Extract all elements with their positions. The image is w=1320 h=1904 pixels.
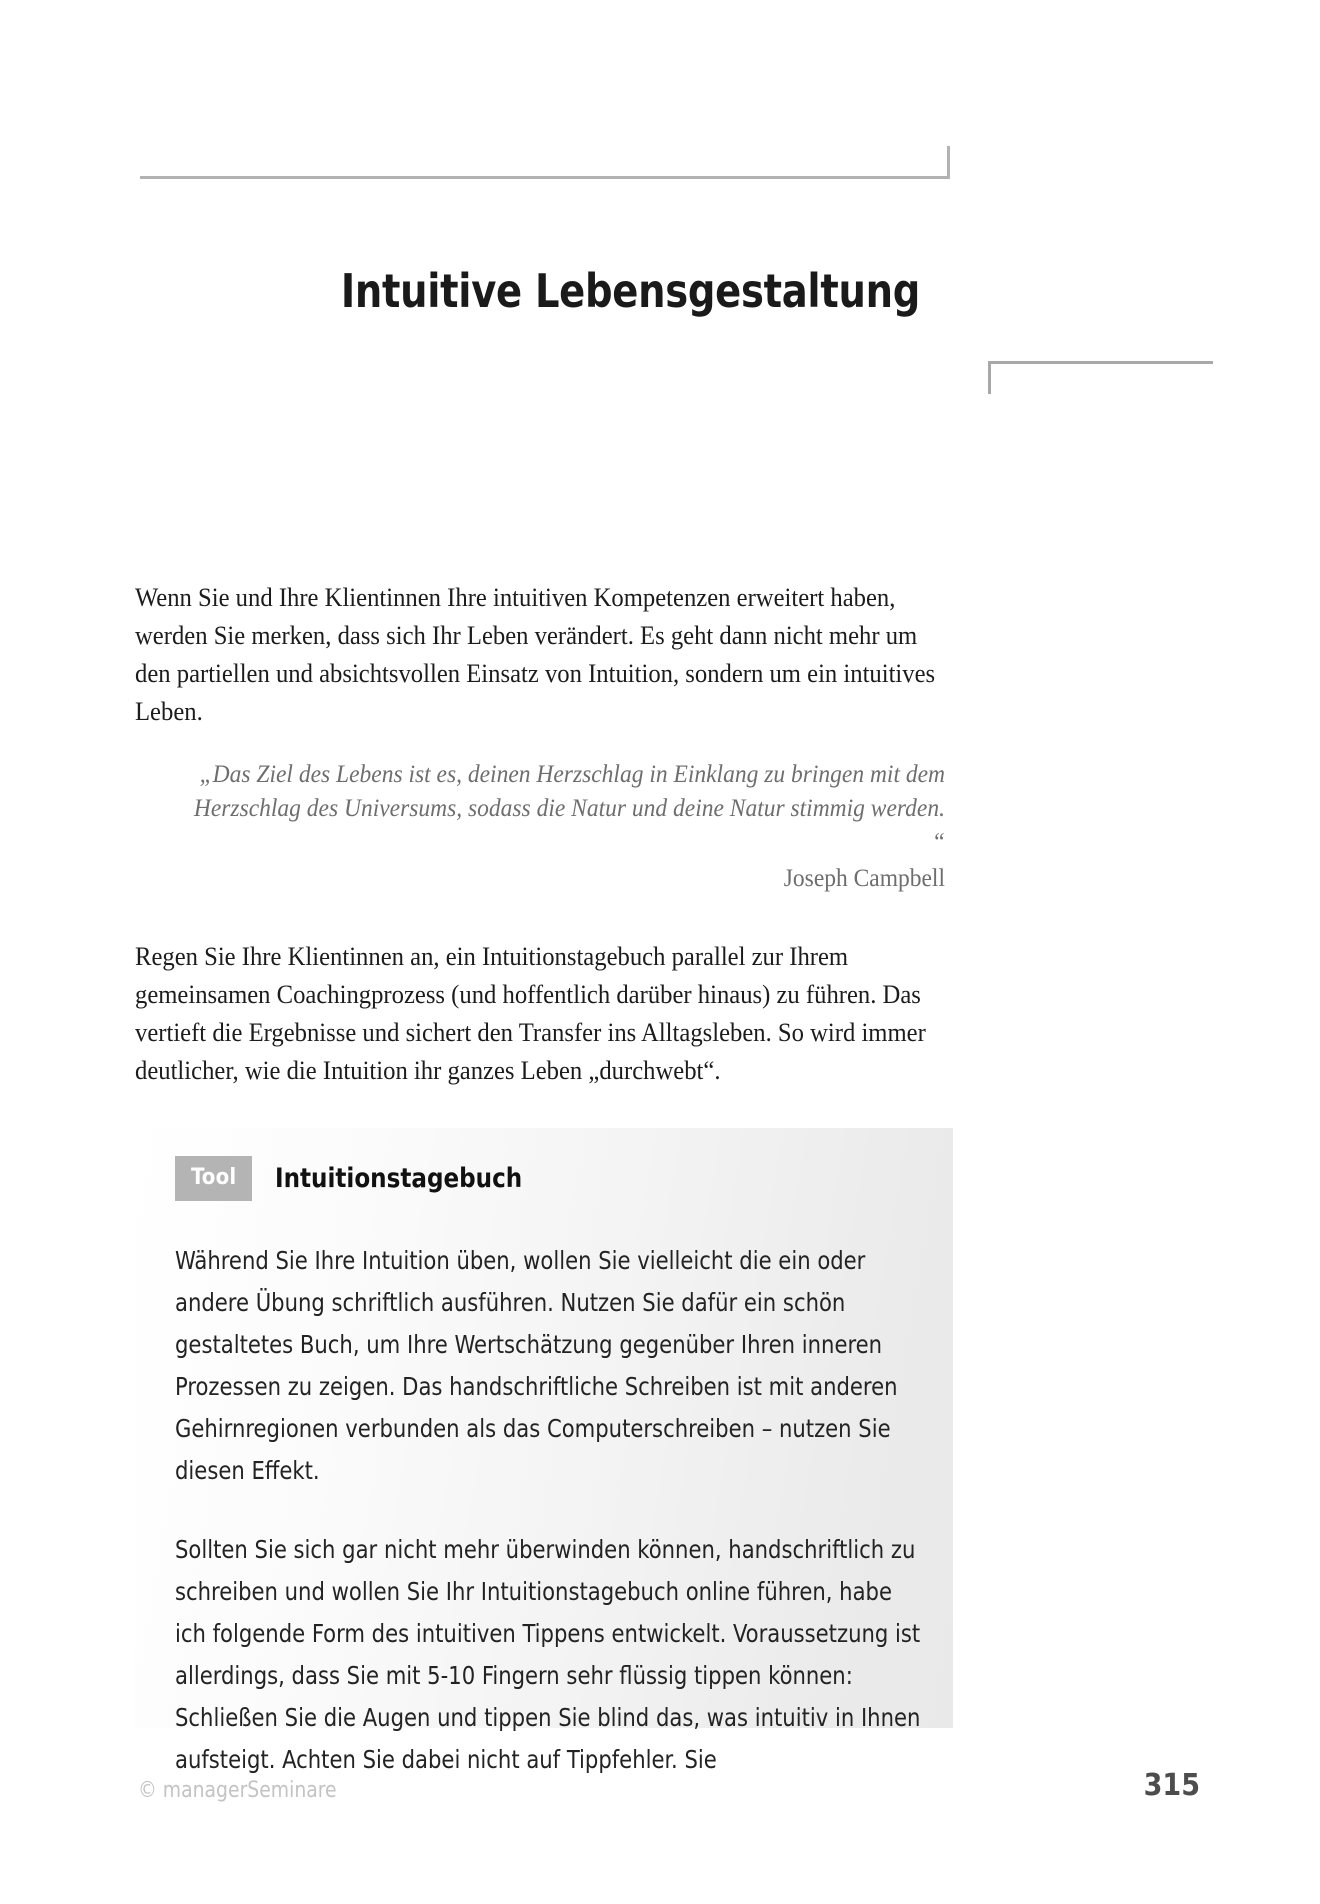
tool-paragraph-2: Sollten Sie sich gar nicht mehr überwinden können, handschriftlich zu schreiben und wollen Sie Ihr Intuitionstagebuch online führen, habe ich folgende Form des intuitiven Tippens entwickelt. Voraussetzung ist allerdings, dass Sie mit 5-10 Fingern sehr flüssig tippen können: Schließen Sie die Augen und tippen Sie blind das, was intuitiv in Ihnen aufsteigt. Achten Sie dabei nicht auf Tippfehler. Sie	[175, 1535, 921, 1774]
quote-author: Joseph Campbell	[783, 865, 945, 892]
body-paragraph-2: Regen Sie Ihre Klientinnen an, ein Intuitionstagebuch parallel zur Ihrem gemeinsamen Coachingprozess (und hoffentlich darüber hinaus) zu führen. Das vertieft die Ergebnisse und sichert den Transfer ins Alltagsleben. So wird immer deutlicher, wie die Intuition ihr ganzes Leben „durchwebt“.	[135, 941, 926, 1085]
secondary-rule	[988, 361, 1213, 364]
tool-box	[135, 1128, 953, 1774]
secondary-rule-start-tick	[988, 361, 991, 394]
footer-copyright: © managerSeminare	[138, 1778, 337, 1803]
tool-box-body	[175, 1240, 935, 1781]
page-title: Intuitive Lebensgestaltung	[340, 263, 920, 318]
tool-box-title: Intuitionstagebuch	[275, 1163, 523, 1194]
footer-page-number: 315	[1143, 1768, 1200, 1803]
body-paragraph-1: Wenn Sie und Ihre Klientinnen Ihre intuitiven Kompetenzen erweitert haben, werden Sie merken, dass sich Ihr Leben verändert. Es geht dann nicht mehr um den partiellen und absichtsvollen Einsatz von Intuition, sondern um ein intuitives Leben.	[135, 582, 936, 726]
tool-paragraph-1: Während Sie Ihre Intuition üben, wollen Sie vielleicht die ein oder andere Übung schriftlich ausführen. Nutzen Sie dafür ein schön gestaltetes Buch, um Ihre Wertschätzung gegenüber Ihren inneren Prozessen zu zeigen. Das handschriftliche Schreiben ist mit anderen Gehirnregionen verbunden als das Computerschreiben – nutzen Sie diesen Effekt.	[175, 1246, 898, 1485]
tool-box-header	[175, 1156, 536, 1201]
header-rule	[140, 176, 950, 179]
header-rule-end-tick	[947, 146, 950, 179]
quote-text: „Das Ziel des Lebens ist es, deinen Herzschlag in Einklang zu bringen mit dem Herzschlag des Universums, sodass die Natur und deine Natur stimmig werden. “	[193, 761, 946, 856]
pull-quote	[135, 758, 945, 896]
tool-badge: Tool	[175, 1156, 252, 1201]
